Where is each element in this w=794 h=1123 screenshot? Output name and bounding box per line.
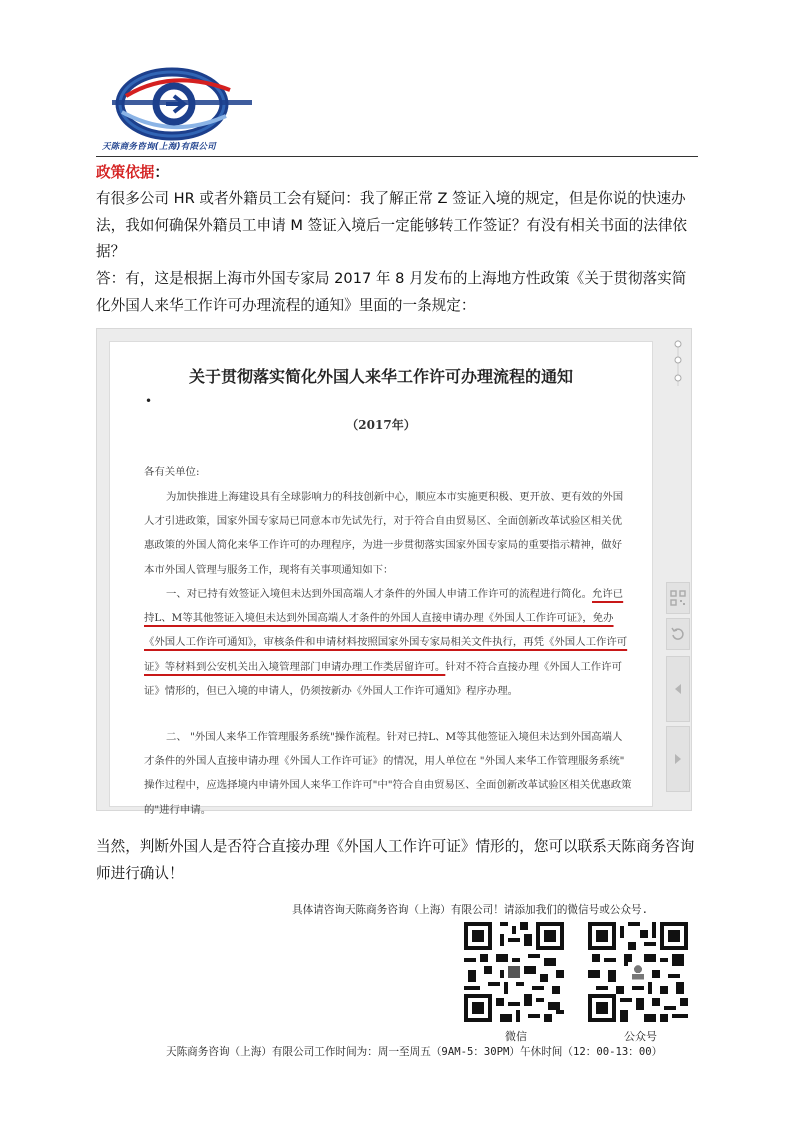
company-logo	[108, 60, 258, 152]
notice-item-1-plain: 一、对已持有效签证入境但未达到外国高端人才条件的外国人申请工作许可的流程进行简化。	[166, 588, 593, 600]
viewer-side-controls	[666, 334, 690, 798]
wechat-qr-code	[464, 922, 564, 1022]
notice-item-1	[144, 582, 632, 703]
policy-basis-label: 政策依据	[96, 164, 155, 181]
chevron-left-icon	[674, 684, 682, 694]
scroll-dots-icon	[672, 338, 684, 388]
wechat-qr-label: 微信	[505, 1030, 527, 1043]
logo-caption: 天陈商务咨询(上海)有限公司	[102, 142, 216, 152]
refresh-icon	[671, 627, 685, 641]
policy-basis-colon: ：	[154, 164, 169, 181]
refresh-button[interactable]	[666, 618, 690, 650]
contact-invite: 具体请咨询天陈商务咨询（上海）有限公司！请添加我们的微信号或公众号.	[292, 904, 648, 916]
chevron-right-icon	[674, 754, 682, 764]
header-divider	[96, 156, 698, 157]
public-account-qr-label: 公众号	[624, 1030, 657, 1043]
public-account-qr-code	[588, 922, 688, 1022]
notice-item-2: 二、 "外国人来华工作管理服务系统"操作流程。针对已持L、M等其他签证入境但未达到外国高端人才条件的外国人直接申请办理《外国人工作许可证》的情况，用人单位在 "外国人来华工作管理服务系统" 操作过程中，应选择境内申请外国人来华工作许可"中"符合自由贸易区、全面创新改革试验区相关优惠政策的"进行申请。	[144, 731, 632, 816]
notice-title: 关于贯彻落实简化外国人来华工作许可办理流程的通知	[188, 367, 573, 386]
policy-question: 有很多公司 HR 或者外籍员工会有疑问：我了解正常 Z 签证入境的规定，但是你说的快速办法，我如何确保外籍员工申请 M 签证入境后一定能够转工作签证？有没有相关书面的法律依据？	[96, 190, 688, 260]
notice-item-1-underlined: 允许已持L、M等其他签证入境但未达到外国高端人才条件的外国人直接申请办理《外国人工作许可证》，免办《外国人工作许可通知》，审核条件和申请材料按照国家外国专家局相关文件执行，再凭《外国人工作许可证》等材料到公安机关出入境管理部门申请办理工作类居留许可。	[144, 588, 628, 673]
notice-salutation: 各有关单位:	[144, 466, 200, 478]
notice-dot: •	[145, 394, 153, 408]
closing-note: 当然，判断外国人是否符合直接办理《外国人工作许可证》情形的，您可以联系天陈商务咨询师进行确认！	[96, 838, 695, 882]
qr-code-icon	[670, 590, 686, 606]
notice-year: （2017年）	[346, 418, 416, 432]
prev-page-button[interactable]	[666, 656, 690, 722]
policy-answer: 答：有，这是根据上海市外国专家局 2017 年 8 月发布的上海地方性政策《关于贯彻落实简化外国人来华工作许可办理流程的通知》里面的一条规定：	[96, 270, 687, 314]
next-page-button[interactable]	[666, 726, 690, 792]
notice-intro: 为加快推进上海建设具有全球影响力的科技创新中心，顺应本市实施更积极、更开放、更有效的外国人才引进政策，国家外国专家局已同意本市先试先行，对于符合自由贸易区、全面创新改革试验区相关优惠政策的外国人简化来华工作许可的办理程序，为进一步贯彻落实国家外国专家局的重要指示精神，做好本市外国人管理与服务工作，现将有关事项通知如下：	[144, 491, 624, 576]
working-hours: 天陈商务咨询（上海）有限公司工作时间为：周一至周五（9AM-5：30PM）午休时间（12：00-13：00）	[166, 1046, 663, 1058]
notice-document-page	[109, 341, 653, 816]
notice-document-viewer	[96, 328, 692, 816]
policy-basis-heading	[96, 160, 169, 187]
notice-item-1-tail: 针对不符合直接办理《外国人工作许可证》情形的，但已入境的申请人，仍须按新办《外国人工作许可通知》程序办理。	[144, 660, 622, 697]
qr-code-button[interactable]	[666, 582, 690, 614]
